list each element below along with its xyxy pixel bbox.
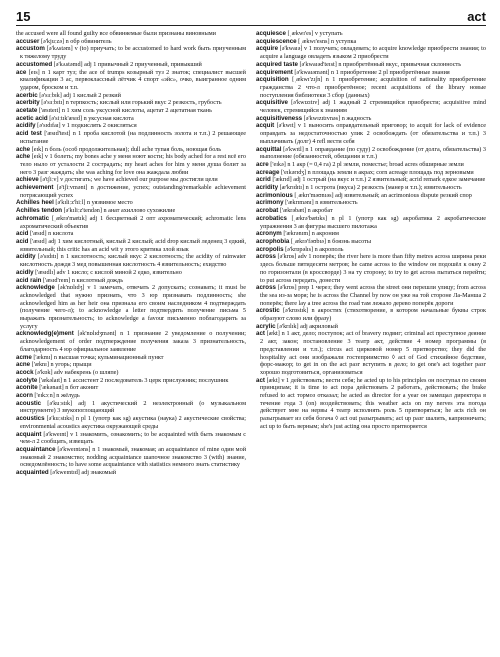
entry-definition: ['ækrəbæt] n акробат bbox=[279, 207, 333, 215]
entry-headword: acrobatics bbox=[256, 214, 287, 222]
entry-definition: ['æsɪd'test] n 1 проба кислотой (на подлинность золота и т.п.) 2 решающее испытание bbox=[20, 130, 247, 145]
entry-definition: ['ækrɪd] adj 1 острый (на вкус и т.п.) 2 язвительный; acrid remark едкое замечание bbox=[272, 176, 486, 184]
guide-word: act bbox=[467, 9, 486, 24]
entry-headword: acidity bbox=[16, 253, 36, 261]
entry-headword: acid bbox=[16, 237, 29, 245]
entry-headword: aconite bbox=[16, 384, 38, 392]
entry-headword: acquaint bbox=[16, 430, 42, 438]
entry-headword: acquire bbox=[256, 45, 279, 53]
entry-definition: [ə'kwaɪəd'teɪst] n приобретённый вкус, привычная склонность bbox=[299, 60, 462, 68]
entry-headword: acidly bbox=[16, 268, 34, 276]
dictionary-entry bbox=[16, 184, 246, 199]
dictionary-entry bbox=[16, 230, 246, 238]
entry-headword: acropolis bbox=[256, 245, 284, 253]
entry-headword: acquisition bbox=[256, 76, 289, 84]
entry-headword: acrimonious bbox=[256, 191, 293, 199]
entry-definition: [eɪk] n боль (особ продолжительная); dull ache тупая боль, ноющая боль bbox=[31, 145, 222, 153]
dictionary-entry bbox=[256, 215, 486, 230]
dictionary-entry bbox=[256, 192, 486, 200]
entry-headword: achromatic bbox=[16, 214, 50, 222]
entry-definition: [ˌækrə'mætɪk] adj 1 бесцветный 2 опт ахроматический; achromatic lens ахроматический объектив bbox=[20, 214, 247, 230]
dictionary-entry bbox=[16, 369, 246, 377]
entry-headword: acreage bbox=[256, 168, 280, 176]
entry-definition: [ə'kweɪnt] v 1 знакомить, ознакомить; to be acquainted with быть знакомым с чем-л 2 сообщать, извещать bbox=[20, 430, 247, 446]
dictionary-entry bbox=[256, 184, 486, 192]
entry-definition: ['ækrənɪm] n акроним bbox=[283, 230, 339, 238]
dictionary-entry bbox=[16, 99, 246, 107]
left-column bbox=[16, 30, 246, 477]
entry-headword: achieve bbox=[16, 176, 39, 184]
page-number: 15 bbox=[16, 9, 31, 24]
entry-headword: acrostic bbox=[256, 307, 280, 315]
dictionary-entry bbox=[16, 30, 246, 38]
dictionary-entry bbox=[16, 122, 246, 130]
entry-headword: across bbox=[256, 253, 276, 261]
dictionary-entry bbox=[256, 99, 486, 114]
entry-headword: acoustic bbox=[16, 399, 42, 407]
entry-headword: acquisitive bbox=[256, 99, 288, 107]
dictionary-entry bbox=[256, 330, 486, 376]
entry-definition: [ˌækwɪ'esns] n уступка bbox=[298, 37, 357, 45]
dictionary-entry bbox=[16, 153, 246, 176]
entry-definition: [ə'kʌstəm] v (to) приучать; to be accustomed to hard work быть приученным к тяжелому труду bbox=[20, 45, 247, 61]
entry-definition: [ə'tʃiːv] v достигать; we have achieved our purpose мы достигли цели bbox=[40, 176, 218, 184]
entry-definition: [ˌækwɪ'zɪʃn] n 1 приобретение; acquisition of nationality приобретение гражданства 2 что-л приобретённое; recent acquisitions of the library новые поступления библиотеки 3 сбор (данных) bbox=[260, 76, 486, 99]
entry-definition: [ə'kwaɪə] v 1 получать; овладевать; to acquire knowledge приобрести знания; to acquire a language овладеть языком 2 приобрести bbox=[260, 45, 486, 61]
dictionary-entry bbox=[16, 354, 246, 362]
entry-headword: acquisitiveness bbox=[256, 114, 303, 122]
dictionary-entry bbox=[16, 69, 246, 92]
entry-headword: act bbox=[256, 330, 265, 338]
entry-headword: acquirement bbox=[256, 68, 293, 76]
columns bbox=[16, 30, 486, 477]
dictionary-entry bbox=[16, 238, 246, 253]
dictionary-entry bbox=[256, 284, 486, 307]
entry-definition: ['eɪkə] n 1 акр (= 0,4 га) 2 pl земли, поместье; broad acres обширные земли bbox=[270, 160, 464, 168]
entry-headword: acorn bbox=[16, 392, 33, 400]
dictionary-entry bbox=[256, 199, 486, 207]
entry-definition: [ə'kwɪt] v 1 выносить оправдательный приговор; to acquit for lack of evidence оправдать за недостаточностью улик 2 освобождать (от обязательства и т.п.) 3 выплачивать (долг) 4 refl вести себя bbox=[260, 122, 486, 145]
dictionary-entry bbox=[16, 207, 246, 215]
entry-definition: [ə'kweɪntɪd] adj знакомый bbox=[50, 469, 117, 477]
entry-definition: [ə'kjuːzə] n обр обвинитель bbox=[40, 37, 112, 45]
entry-definition: ['æknɪ] n угорь; прыщи bbox=[31, 361, 92, 369]
entry-headword: acquired taste bbox=[256, 60, 298, 68]
entry-headword: acronym bbox=[256, 230, 282, 238]
entry-definition: [ə'kuːstɪks] n pl 1 (употр как sg) акустика (наука) 2 акустические свойства; environmental acoustics акустика окружающей среды bbox=[20, 415, 246, 430]
dictionary-entry bbox=[16, 377, 246, 385]
entry-definition: [ə'kuːstɪk] adj 1 акустический 2 неэлектронный (о музыкальном инструменте) 3 звукопоглощающий bbox=[20, 399, 247, 415]
entry-headword: acetic acid bbox=[16, 114, 48, 122]
entry-headword: acrimony bbox=[256, 199, 284, 207]
dictionary-entry bbox=[16, 176, 246, 184]
entry-definition: [eɪk] v 1 болеть; my bones ache у меня ноют кости; his body ached for a rest всё его тело ныло от усталости 2 сострадать; my heart aches for him у меня душа болит за него 3 разг жаждать; she was aching for love она жаждала любви bbox=[20, 153, 246, 176]
dictionary-entry bbox=[256, 207, 486, 215]
entry-definition: the accused were all found guilty все обвиняемые были признаны виновными bbox=[16, 30, 216, 37]
entry-definition: [ək'nɒlɪdʒmənt] n 1 признание 2 уведомление о получении; acknowledgement of order подтверждение получения заказа 3 признательность, благодарность 4 юр официальное заявление bbox=[20, 330, 247, 353]
dictionary-entry bbox=[16, 45, 246, 60]
entry-definition: ['ækəlaɪt] n 1 ассистент 2 последователь 3 церк прислужник; послушник bbox=[38, 376, 229, 384]
entry-headword: accuser bbox=[16, 37, 40, 45]
dictionary-entry bbox=[256, 122, 486, 145]
dictionary-entry bbox=[16, 284, 246, 330]
entry-definition: [ə'siːtɪk'æsɪd] n уксусная кислота bbox=[49, 114, 134, 122]
dictionary-entry bbox=[16, 130, 246, 145]
entry-headword: Achilles tendon bbox=[16, 207, 63, 215]
dictionary-entry bbox=[256, 61, 486, 69]
dictionary-entry bbox=[256, 169, 486, 177]
dictionary-entry bbox=[16, 392, 246, 400]
dictionary-entry bbox=[256, 377, 486, 431]
dictionary-entry bbox=[256, 38, 486, 46]
entry-definition: [ə'sɜːbɪtɪ] n терпкость; кислый или горький вкус 2 резкость, грубость bbox=[41, 99, 222, 107]
entry-definition: ['ækənaɪt] n бот аконит bbox=[39, 384, 99, 392]
dictionary-entry bbox=[16, 361, 246, 369]
entry-headword: acerbity bbox=[16, 99, 40, 107]
dictionary-entry bbox=[256, 69, 486, 77]
entry-definition: [ˌækrə'bætɪks] n pl 1 (употр как sg) акробатика 2 акробатические упражнения 3 ав фигуры высшего пилотажа bbox=[260, 214, 486, 230]
entry-definition: [ə'kɒk] adv набекрень (о шляпе) bbox=[35, 368, 119, 376]
entry-definition: [ə'kwɪtl] n 1 оправдание (по суду) 2 освобождение (от долга, обязательства) 3 выполнение (обязанностей, обещания и т.п.) bbox=[260, 145, 487, 161]
dictionary-entry bbox=[256, 253, 486, 284]
entry-headword: acetate bbox=[16, 107, 38, 115]
dictionary-entry bbox=[256, 76, 486, 99]
dictionary-entry bbox=[16, 384, 246, 392]
entry-headword: ache bbox=[16, 145, 31, 153]
entry-definition: [ə'kɪliːz'hiːl] n уязвимое место bbox=[55, 199, 133, 207]
dictionary-entry bbox=[16, 330, 246, 353]
dictionary-entry bbox=[256, 30, 486, 38]
entry-definition: [ə'sɜːbɪk] adj 1 кислый 2 резкий bbox=[39, 91, 121, 99]
entry-headword: ace bbox=[16, 68, 27, 76]
dictionary-entry bbox=[16, 107, 246, 115]
page-header bbox=[16, 8, 486, 26]
entry-headword: acquit bbox=[256, 122, 275, 130]
entry-definition: ['eɪkərɪdʒ] n площадь земли в акрах; corn acreage площадь под зерновыми bbox=[280, 168, 474, 176]
entry-headword: acrid bbox=[256, 176, 271, 184]
entry-definition: [ˌækwɪ'es] v уступать bbox=[287, 30, 343, 37]
entry-headword: act bbox=[256, 376, 265, 384]
dictionary-entry bbox=[16, 92, 246, 100]
entry-definition: [ə'krɒstɪk] n акростих (стихотворение, в котором начальные буквы строк образуют слово или фразу) bbox=[260, 307, 486, 323]
dictionary-entry bbox=[256, 115, 486, 123]
entry-headword: acquiescence bbox=[256, 37, 297, 45]
entry-definition: [ə'krɒs] adv 1 поперёк; the river here is more than fifty metres across ширина реки здесь больше пятидесяти метров; he came across to the window он подошёл к окну 2 по горизонтали (в кроссворде) 3 на ту сторону; to try to get across пытаться перейти; to put across передать, донести bbox=[260, 253, 486, 284]
dictionary-entry bbox=[16, 61, 246, 69]
dictionary-entry bbox=[16, 431, 246, 446]
entry-definition: [ə'krɒpəlɪs] n акрополь bbox=[285, 245, 344, 253]
dictionary-entry bbox=[16, 269, 246, 277]
entry-headword: acrylic bbox=[256, 322, 276, 330]
entry-headword: acolyte bbox=[16, 376, 38, 384]
entry-headword: acridity bbox=[256, 184, 279, 192]
entry-definition: [ə'krɒs] prep 1 через; they went across the street они перешли улицу; from across the sea из-за моря; he is across the Channel by now он уже на той стороне Ла-Манша 2 поперёк; there lay a tree across the road там лежало дерево поперёк дороги bbox=[260, 284, 487, 307]
entry-definition: ['æsɪteɪt] n 1 хим соль уксусной кислоты, ацетат 2 ацетатная ткань bbox=[38, 107, 212, 115]
dictionary-entry bbox=[256, 45, 486, 60]
dictionary-entry bbox=[16, 277, 246, 285]
entry-headword: accustomed bbox=[16, 60, 53, 68]
entry-headword: acquittal bbox=[256, 145, 282, 153]
entry-definition: [æ'krɪdɪtɪ] n 1 острота (вкуса) 2 резкость (манер и т.п.); язвительность bbox=[279, 184, 462, 192]
entry-definition: ['æsɪdlɪ] adv 1 кисло; с кислой миной 2 едко, язвительно bbox=[35, 268, 182, 276]
entry-headword: across bbox=[256, 284, 276, 292]
entry-headword: acid rain bbox=[16, 276, 42, 284]
entry-definition: ['æsɪd] n кислота bbox=[29, 230, 74, 238]
dictionary-entry bbox=[256, 176, 486, 184]
entry-definition: ['eɪkɔːn] n жёлудь bbox=[34, 392, 80, 400]
entry-definition: [ə'kwɪzɪtɪv] adj 1 жадный 2 стремящийся приобрести; acquisitive mind человек, стремящийся к знаниям bbox=[260, 99, 486, 115]
entry-headword: Achilles heel bbox=[16, 199, 54, 207]
entry-headword: acme bbox=[16, 353, 32, 361]
entry-definition: [ə'tʃiːvmənt] n достижение, успех; outstanding/remarkable achievement потрясающий успех bbox=[20, 184, 246, 199]
entry-headword: acrophobia bbox=[256, 237, 290, 245]
entry-definition: ['ækmɪ] n высшая точка; кульминационный пункт bbox=[33, 353, 164, 361]
entry-headword: acerbic bbox=[16, 91, 38, 99]
dictionary-entry bbox=[16, 446, 246, 469]
entry-headword: accustom bbox=[16, 45, 45, 53]
dictionary-entry bbox=[256, 246, 486, 254]
dictionary-entry bbox=[16, 400, 246, 415]
dictionary-entry bbox=[256, 146, 486, 161]
entry-definition: [eɪs] n 1 карт туз; the ace of trumps козырный туз 2 знаток; специалист высшей квалификации 3 ас, первоклассный лётчик 4 спорт «эйс», очко, выигранное одним ударом, броском и т.п. bbox=[20, 68, 246, 91]
entry-definition: [ə'sɪdɪfaɪ] v 1 подкислять 2 окисляться bbox=[37, 122, 137, 130]
entry-headword: acne bbox=[16, 361, 31, 369]
entry-headword: acknowledge bbox=[16, 284, 55, 292]
entry-definition: [ək'nɒlɪdʒ] v 1 замечать, отвечать 2 допускать; сознавать; it must be acknowledged that нужно признать, что 3 юр признавать подлинность; she acknowledged him as her heir она признала его своим наследником 4 подтверждать (получение чего-л); to acknowledge a letter подтвердить получение письма 5 выражать признательность; to acknowledge a favour письменно поблагодарить за услугу bbox=[20, 284, 247, 330]
dictionary-entry bbox=[16, 215, 246, 230]
dictionary-entry bbox=[16, 199, 246, 207]
dictionary-entry bbox=[256, 238, 486, 246]
dictionary-entry bbox=[256, 307, 486, 322]
entry-definition: ['ækrɪmənɪ] n язвительность bbox=[285, 199, 358, 207]
entry-headword: acid bbox=[16, 230, 29, 238]
entry-definition: [ækt] n 1 акт, дело; поступок; act of bravery подвиг; criminal act преступное деяние 2 акт, закон; постановление 3 театр акт, действие 4 номер программы (в представлении и т.п.); circus act цирковой номер 5 притворство; they did the hospitality act они изображали гостеприимство ◊ act of God стихийное бедствие, форс-мажор; to get in on the act разг вступить в дело; to get one's act together разг хорошо подготовиться, организоваться bbox=[260, 330, 486, 376]
entry-definition: [ə'krɪlɪk] adj акриловый bbox=[277, 322, 338, 330]
entry-definition: [ˌækrɪ'məʊnɪəs] adj язвительный; an acrimonious dispute резкий спор bbox=[294, 191, 472, 199]
dictionary-entry bbox=[256, 323, 486, 331]
entry-headword: acoustics bbox=[16, 415, 45, 423]
dictionary-entry bbox=[16, 469, 246, 477]
dictionary-entry bbox=[16, 253, 246, 268]
entry-headword: acre bbox=[256, 160, 269, 168]
entry-definition: [ækt] v 1 действовать; вести себя; he acted up to his principles он поступал по своим принципам; it is time to act пора действовать 2 работать, действовать; the brake refused to act тормоз отказал; he acted as director for a year он замещал директора в течение года 3 (on) воздействовать; this weather acts on my nerves эта погода действует мне на нервы 4 театр исполнять роль 5 притворяться; he acts rich он разыгрывает из себя богача ◊ act out разыгрывать; act up разг шалить, капризничать; act up to быть верным; she's just acting она просто притворяется bbox=[260, 376, 487, 430]
entry-headword: acock bbox=[16, 368, 34, 376]
entry-headword: acquiesce bbox=[256, 30, 286, 37]
entry-headword: acrobat bbox=[256, 207, 279, 215]
entry-headword: acidify bbox=[16, 122, 36, 130]
entry-headword: acquainted bbox=[16, 469, 49, 477]
dictionary-entry bbox=[16, 415, 246, 430]
entry-definition: ['æsɪd'reɪn] n кислотный дождь bbox=[43, 276, 124, 284]
entry-headword: acquaintance bbox=[16, 445, 56, 453]
entry-headword: ache bbox=[16, 153, 31, 161]
entry-definition: [ə'kʌstəmd] adj 1 привычный 2 приученный, привыкший bbox=[53, 60, 202, 68]
entry-definition: [ə'kweɪntəns] n 1 знакомый, знакомая; an acquaintance of mine один мой знакомый 2 знакомство; nodding acquaintance шапочное знакомство 3 (with) знание, осведомлённость; to have some acquaintance with statistics немного знать статистику bbox=[20, 445, 247, 469]
entry-definition: [ə'kɪliːz'tendən] n анат ахиллово сухожилие bbox=[63, 207, 176, 215]
dictionary-entry bbox=[16, 146, 246, 154]
entry-definition: [ə'kwɪzɪtɪvnəs] n жадность bbox=[303, 114, 372, 122]
entry-definition: [ə'kwaɪəmənt] n 1 приобретение 2 pl приобретённые знания bbox=[294, 68, 450, 76]
dictionary-entry bbox=[256, 230, 486, 238]
dictionary-entry bbox=[256, 161, 486, 169]
dictionary-entry bbox=[16, 115, 246, 123]
right-column bbox=[256, 30, 486, 477]
dictionary-entry bbox=[16, 38, 246, 46]
entry-headword: acknowledg(e)ment bbox=[16, 330, 74, 338]
entry-definition: [ˌækrə'fəʊbɪə] n боязнь высоты bbox=[290, 237, 371, 245]
entry-definition: ['æsɪd] adj 1 хим кислотный, кислый 2 кислый; acid drop кислый леденец 3 едкий, язвительный; this critic has an acid wit у этого критика злой язык bbox=[20, 237, 247, 253]
entry-headword: acid test bbox=[16, 130, 42, 138]
entry-definition: [ə'sɪdɪtɪ] n 1 кислотность; кислый вкус 2 кислотность; the acidity of rainwater кислотность дождя 3 мед повышенная кислотность 4 язвительность; ехидство bbox=[20, 253, 246, 269]
entry-headword: achievement bbox=[16, 184, 54, 192]
